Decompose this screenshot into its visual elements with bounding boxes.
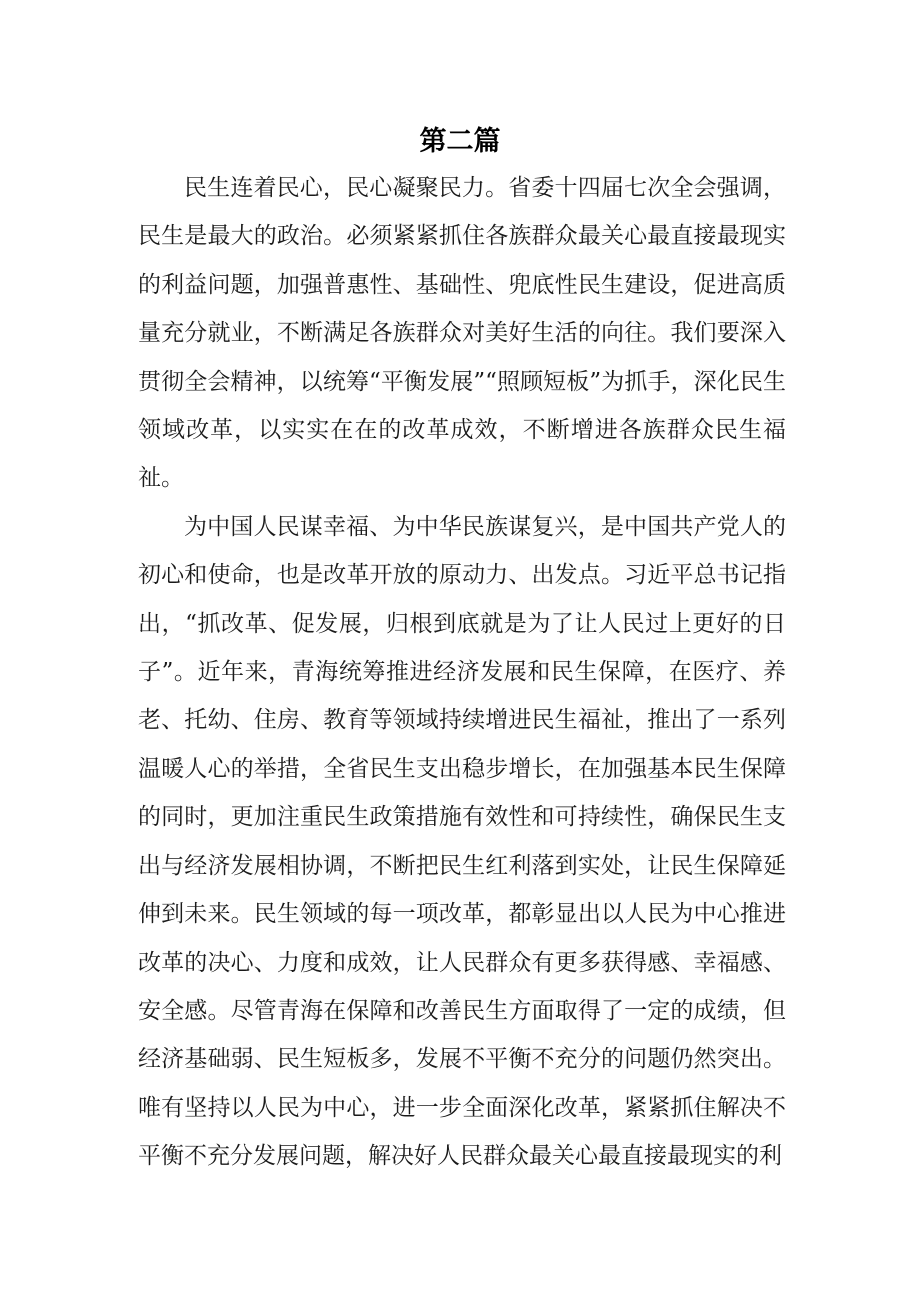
document-title: 第二篇: [419, 126, 501, 157]
document-body: [138, 164, 786, 1181]
paragraph: 民生连着民心，民心凝聚民力。省委十四届七次全会强调，民生是最大的政治。必须紧紧抓住各族群众最关心最直接最现实的利益问题，加强普惠性、基础性、兜底性民生建设，促进高质量充分就业，不断满足各族群众对美好生活的向往。我们要深入贯彻全会精神，以统筹“平衡发展”“照顾短板”为抓手，深化民生领域改革，以实实在在的改革成效，不断增进各族群众民生福祉。: [138, 175, 786, 492]
paragraph: 为中国人民谋幸福、为中华民族谋复兴，是中国共产党人的初心和使命，也是改革开放的原动力、出发点。习近平总书记指出，“抓改革、促发展，归根到底就是为了让人民过上更好的日子”。近年来，青海统筹推进经济发展和民生保障，在医疗、养老、托幼、住房、教育等领域持续增进民生福祉，推出了一系列温暖人心的举措，全省民生支出稳步增长，在加强基本民生保障的同时，更加注重民生政策措施有效性和可持续性，确保民生支出与经济发展相协调，不断把民生红利落到实处，让民生保障延伸到未来。民生领域的每一项改革，都彰显出以人民为中心推进改革的决心、力度和成效，让人民群众有更多获得感、幸福感、安全感。尽管青海在保障和改善民生方面取得了一定的成绩，但经济基础弱、民生短板多，发展不平衡不充分的问题仍然突出。唯有坚持以人民为中心，进一步全面深化改革，紧紧抓住解决不平衡不充分发展问题，解决好人民群众最关心最直接最现实的利: [138, 513, 786, 1170]
